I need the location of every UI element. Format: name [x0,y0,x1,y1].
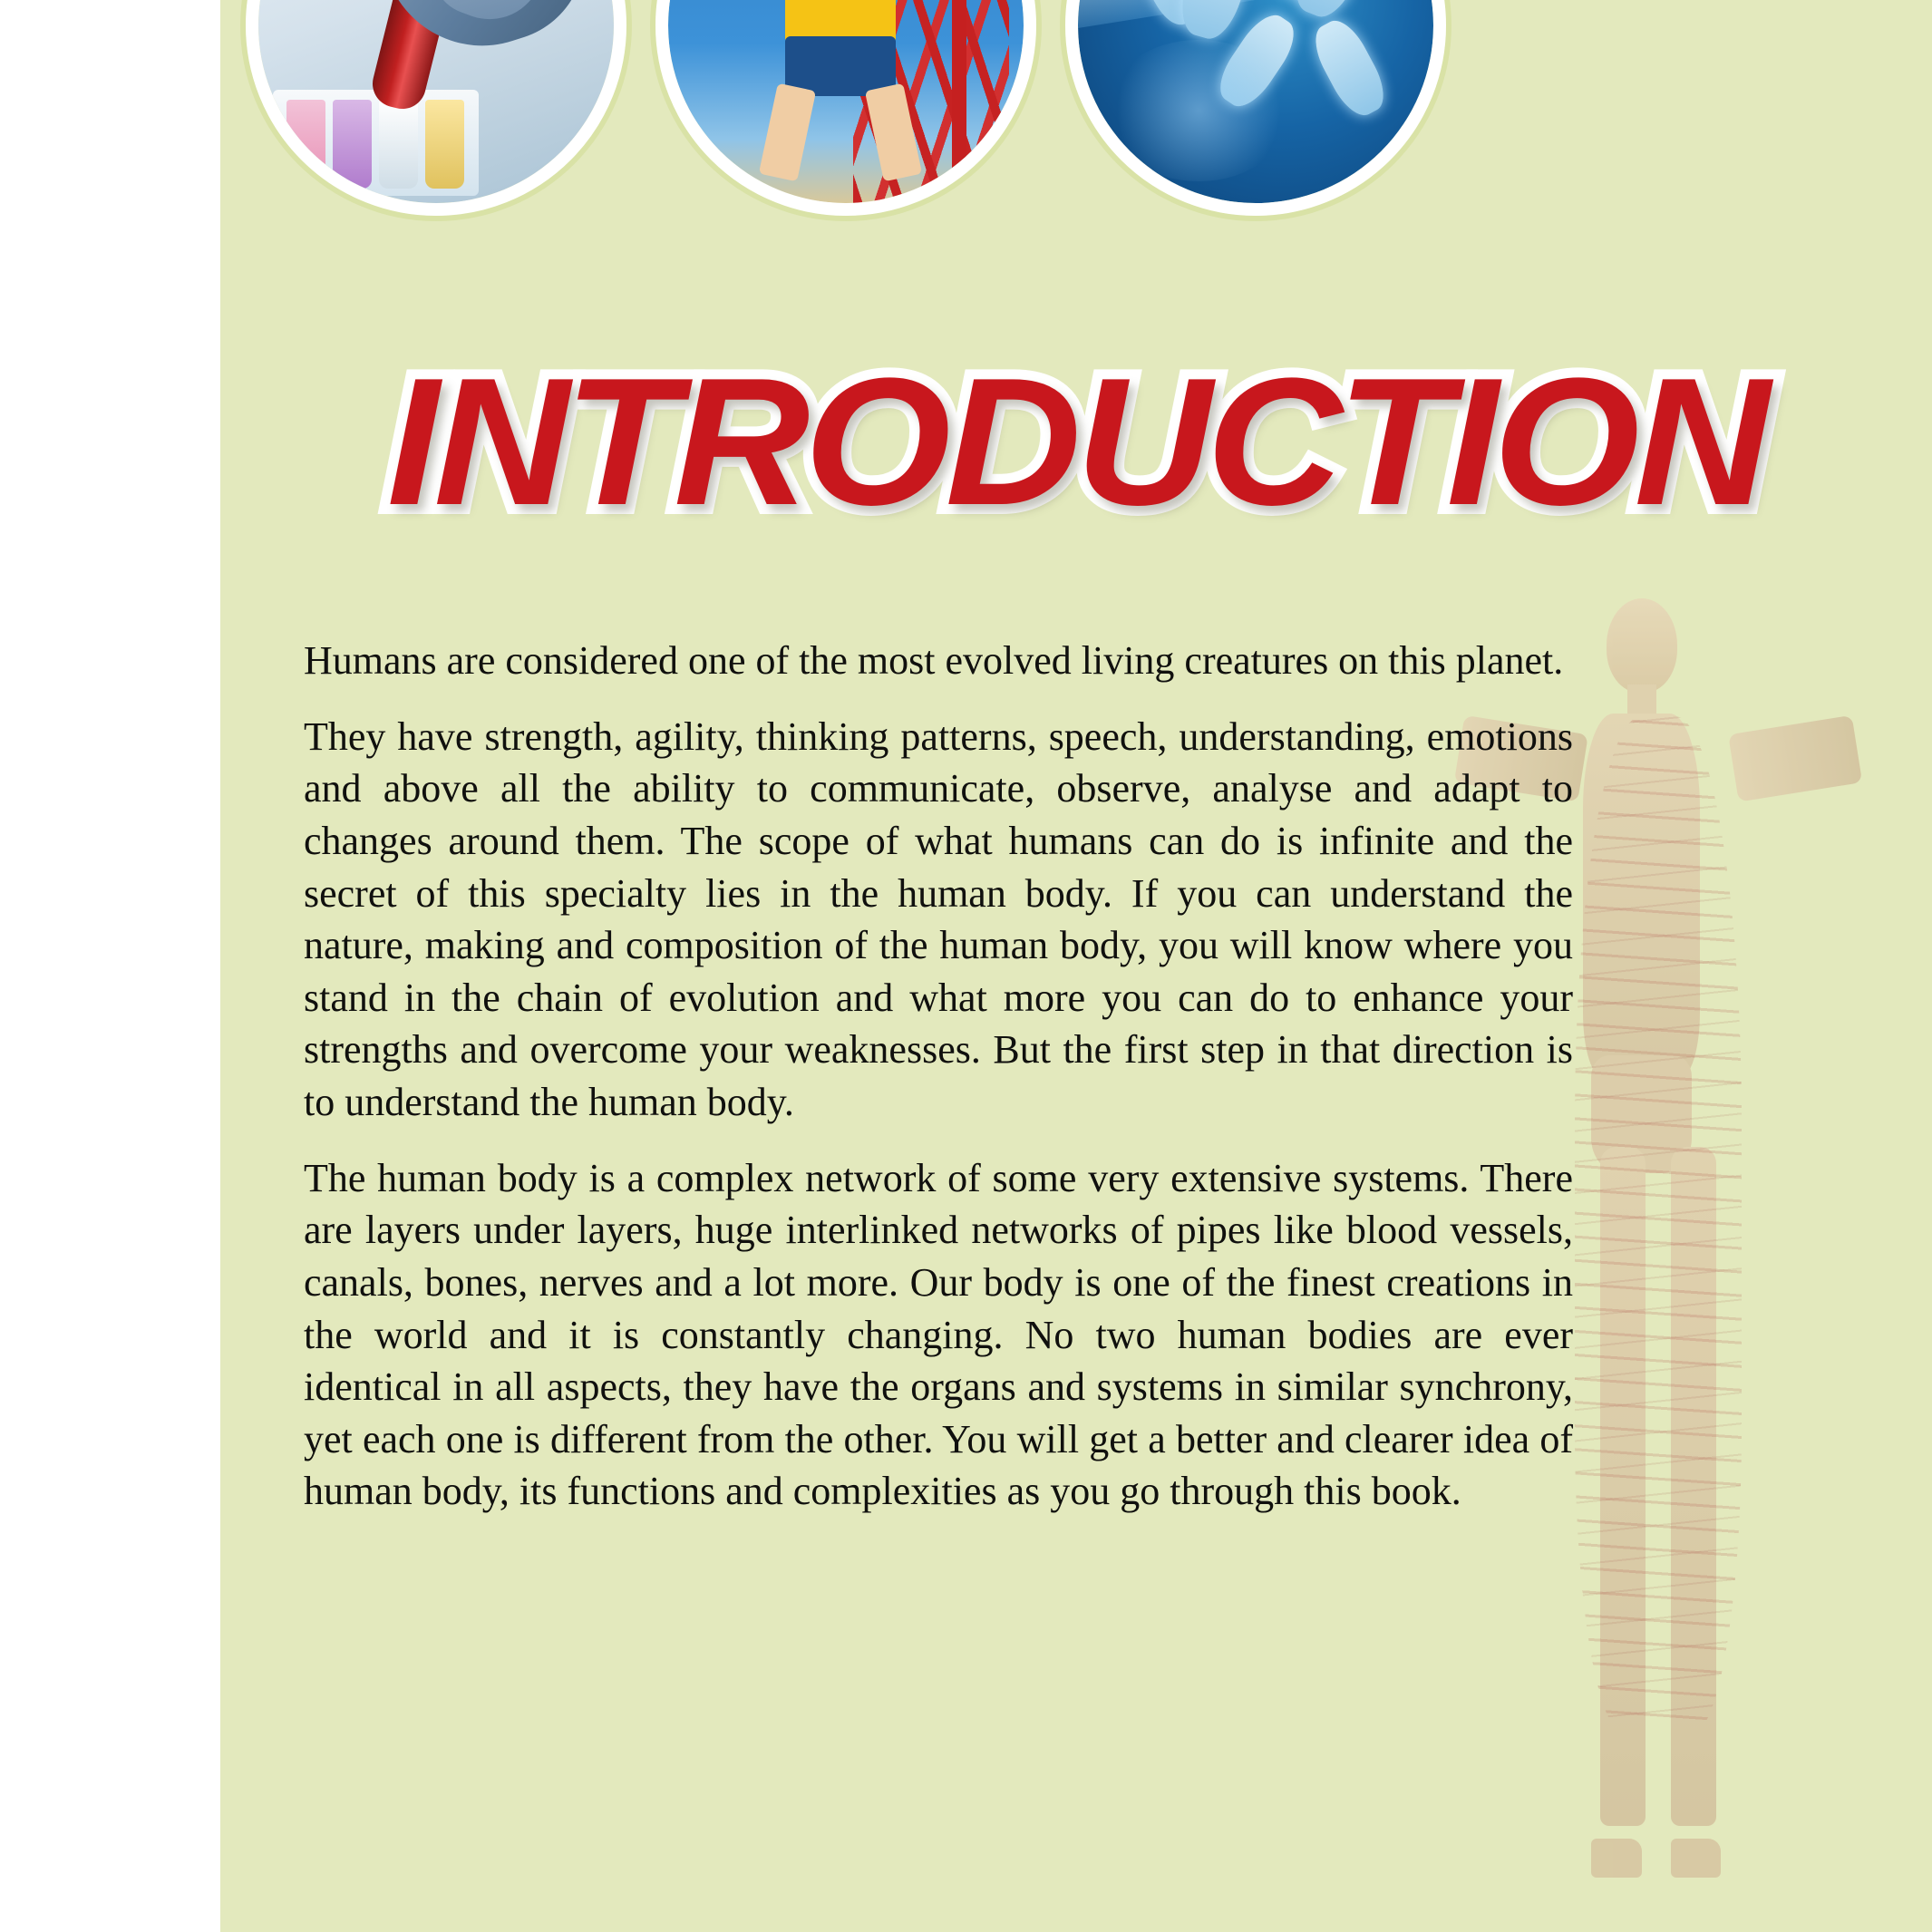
page-title-area [220,341,1932,543]
blood-sample-photo [246,0,626,216]
page-canvas [220,0,1932,1932]
lab-vial [286,100,325,189]
chromosomes-photo-inner [1078,0,1433,203]
figure-arm-right [1728,715,1862,802]
figure-foot-right [1671,1839,1721,1878]
figure-head [1607,598,1677,693]
lab-vial [379,100,418,189]
introduction-body [304,635,1573,1518]
climbing-pole [952,0,966,203]
figure-blood-vessels [1575,716,1742,1734]
figure-foot-left [1591,1839,1641,1878]
paragraph: The human body is a complex network of some very extensive systems. There are layers under layers, huge interlinked networks of pipes like blood vessels, canals, bones, nerves and a lot more. Our body is one of the finest creations in the world and it is constantly changing. No two human bodies are ever identical in all aspects, they have the organs and systems in similar synchrony, yet each one is different from the other. You will get a better and clearer idea of human body, its functions and complexities as you go through this book. [304,1155,1573,1514]
paragraph: Humans are considered one of the most evolved living creatures on this planet. [304,638,1564,683]
child-climbing-photo [655,0,1036,216]
paragraph: They have strength, agility, thinking patterns, speech, understanding, emotions and above all the ability to communicate, observe, analyse and adapt to changes around them. The scope of what humans can do is infinite and the secret of this specialty lies in the human body. If you can understand the nature, making and composition of the human body, you will know where you stand in the chain of evolution and what more you can do to enhance your strengths and overcome your weaknesses. But the first step in that direction is to understand the human body. [304,714,1573,1124]
lab-vial [333,100,372,189]
chromosomes-photo [1065,0,1446,216]
page-title: INTRODUCTION [387,341,1765,543]
blood-sample-photo-inner [258,0,614,203]
dna-glow [1106,40,1291,182]
photo-strip [220,0,1932,263]
child-climbing-photo-inner [668,0,1024,203]
lab-vial [425,100,464,189]
